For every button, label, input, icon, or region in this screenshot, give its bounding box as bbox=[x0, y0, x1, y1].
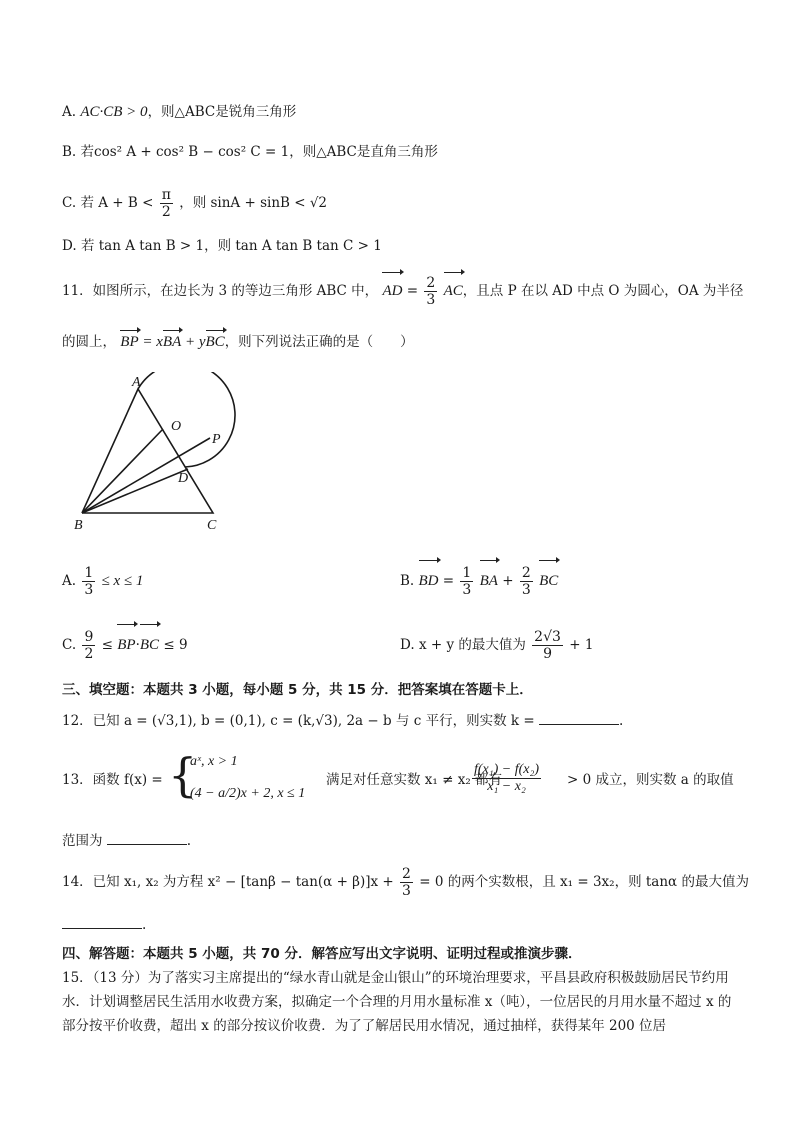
label-a: A bbox=[132, 375, 141, 390]
vector-bp: BP bbox=[117, 626, 135, 664]
denominator: x₁ − x₂ bbox=[487, 779, 526, 794]
option-a-text: ，则△ABC是锐角三角形 bbox=[147, 104, 297, 120]
fraction bbox=[460, 565, 473, 598]
q14-post: = 0 的两个实数根，且 x₁ = 3x₂，则 tanα 的最大值为 bbox=[419, 874, 749, 890]
vector-bc: BC bbox=[140, 626, 159, 664]
numerator: 2 bbox=[402, 866, 411, 882]
q15-text: 15．（13 分）为了落实习主席提出的“绿水青山就是金山银山”的环境治理要求，平昌县政府积极鼓励居民节约用水．计划调整居民生活用水收费方案，拟确定一个合理的月用水量标准 x（吨），一位居民的月用水量不超过 x 的部分按平价收费，超出 x 的部分按议价收费．为了了解居民用水情况，通过抽样，获得某年 200 位居 bbox=[62, 970, 732, 1034]
answer-blank bbox=[539, 710, 619, 725]
q11-stem-pre: 11．如图所示，在边长为 3 的等边三角形 ABC 中， bbox=[62, 283, 379, 299]
q12 bbox=[62, 710, 623, 731]
vector-bc: BC bbox=[205, 334, 225, 350]
q13-post: > 0 成立，则实数 a 的取值 bbox=[567, 772, 734, 788]
q12-text: 12．已知 a = (√3,1), b = (0,1), c = (k,√3), 2a − b 与 c 平行，则实数 k = bbox=[62, 713, 535, 729]
equals: = bbox=[402, 283, 423, 299]
q13-range-label: 范围为 bbox=[62, 833, 103, 849]
numerator: 1 bbox=[84, 565, 94, 581]
option-c-post: ，则 sinA + sinB < √2 bbox=[179, 195, 328, 211]
denominator: 3 bbox=[402, 883, 411, 899]
q11-option-b bbox=[400, 562, 558, 600]
numerator: 1 bbox=[462, 565, 472, 581]
answer-blank bbox=[107, 830, 187, 845]
option-d-text: 若 tan A tan B > 1，则 tan A tan B tan C > 1 bbox=[80, 238, 382, 254]
vector-bc: BC bbox=[539, 562, 558, 600]
q11-stem-line1 bbox=[62, 274, 743, 308]
option-label: B. bbox=[400, 573, 415, 589]
option-label: C. bbox=[62, 637, 77, 653]
option-label: B. bbox=[62, 144, 77, 160]
fraction bbox=[424, 275, 437, 308]
vector-bp: BP bbox=[120, 334, 139, 350]
fraction bbox=[532, 629, 563, 662]
option-a-post: ≤ x ≤ 1 bbox=[101, 573, 144, 589]
numerator: 2 bbox=[521, 565, 531, 581]
section-4-heading: 四、解答题：本题共 5 小题，共 70 分．解答应写出文字说明、证明过程或推演步骤． bbox=[62, 946, 582, 962]
option-b-text: 若cos² A + cos² B − cos² C = 1，则△ABC是直角三角形 bbox=[80, 144, 438, 160]
q10-option-b bbox=[62, 142, 438, 162]
q13-line2 bbox=[62, 830, 191, 851]
label-d: D bbox=[178, 471, 189, 486]
numerator: 9 bbox=[84, 629, 94, 645]
triangle-edges bbox=[82, 389, 213, 513]
denominator: 2 bbox=[161, 204, 171, 220]
denominator: 9 bbox=[543, 646, 552, 662]
segment-bo bbox=[82, 429, 163, 513]
q11-option-a bbox=[62, 562, 143, 600]
denominator: 2 bbox=[84, 646, 94, 662]
q13-mid: 满足对任意实数 x₁ ≠ x₂ 都有 bbox=[326, 772, 503, 788]
label-b: B bbox=[74, 518, 83, 532]
q14 bbox=[62, 864, 749, 900]
eq-x: = x bbox=[138, 334, 163, 350]
fraction bbox=[400, 866, 413, 899]
q10-option-c bbox=[62, 186, 327, 220]
q10-option-d bbox=[62, 236, 382, 256]
label-c: C bbox=[207, 518, 217, 532]
option-label: D. bbox=[62, 238, 77, 254]
vector-ac: AC bbox=[444, 274, 463, 308]
section-3-heading: 三、填空题：本题共 3 小题，每小题 5 分，共 15 分．把答案填在答题卡上． bbox=[62, 682, 533, 698]
denominator: 3 bbox=[521, 582, 531, 598]
option-a-math: AC·CB > 0 bbox=[80, 104, 148, 120]
period: . bbox=[186, 833, 192, 849]
vector-ba: BA bbox=[162, 334, 182, 350]
option-label: C. bbox=[62, 195, 77, 211]
numerator: 2√3 bbox=[534, 629, 561, 645]
q14-pre: 14．已知 x₁, x₂ 为方程 x² − [tanβ − tan(α + β)]x + bbox=[62, 874, 394, 890]
q14-answer-line bbox=[62, 914, 146, 935]
period: . bbox=[618, 713, 624, 729]
period: . bbox=[142, 917, 147, 933]
vector-ba: BA bbox=[480, 562, 498, 600]
fraction bbox=[82, 565, 95, 598]
option-label: A. bbox=[62, 573, 77, 589]
q11-stem-line2-post: ，则下列说法正确的是（ ） bbox=[224, 334, 414, 350]
vector-ad: AD bbox=[382, 274, 402, 308]
answer-blank bbox=[62, 914, 142, 929]
label-p: P bbox=[212, 432, 221, 447]
denominator: 3 bbox=[426, 292, 436, 308]
denominator: 3 bbox=[462, 582, 472, 598]
plus: + bbox=[497, 573, 518, 589]
q13-case-2: (4 − a/2)x + 2, x ≤ 1 bbox=[190, 786, 306, 801]
circle-arc bbox=[138, 372, 235, 467]
triangle-figure bbox=[60, 372, 260, 532]
option-d-post: + 1 bbox=[569, 637, 594, 653]
numerator: π bbox=[161, 187, 171, 203]
equals: = bbox=[438, 573, 459, 589]
q11-stem-line2 bbox=[62, 332, 414, 352]
plus-y: + y bbox=[181, 334, 206, 350]
q11-option-c bbox=[62, 626, 188, 664]
q11-stem-post: ，且点 P 在以 AD 中点 O 为圆心，OA 为半径 bbox=[462, 283, 744, 299]
option-d-pre: x + y 的最大值为 bbox=[418, 637, 526, 653]
option-c-post: ≤ 9 bbox=[159, 637, 188, 653]
option-label: A. bbox=[62, 104, 77, 120]
option-c-pre: 若 A + B < bbox=[80, 195, 154, 211]
q13-case-1: aˣ, x > 1 bbox=[190, 754, 238, 769]
q10-option-a bbox=[62, 102, 296, 122]
fraction bbox=[472, 762, 541, 795]
option-label: D. bbox=[400, 637, 415, 653]
dot: · bbox=[135, 637, 140, 653]
fraction bbox=[520, 565, 533, 598]
numerator: f(x₁) − f(x₂) bbox=[474, 762, 540, 777]
q13-fraction bbox=[470, 762, 543, 795]
q13-prefix: 13．函数 f(x) = bbox=[62, 772, 163, 788]
segment-bd bbox=[82, 469, 188, 513]
brace-icon: { bbox=[168, 748, 198, 802]
vector-bd: BD bbox=[419, 562, 439, 600]
leq: ≤ bbox=[101, 637, 118, 653]
q11-option-d bbox=[400, 626, 593, 664]
label-o: O bbox=[171, 419, 182, 434]
denominator: 3 bbox=[84, 582, 94, 598]
q11-stem-line2-pre: 的圆上， bbox=[62, 334, 116, 350]
fraction bbox=[82, 629, 95, 662]
fraction bbox=[160, 187, 173, 220]
numerator: 2 bbox=[426, 275, 436, 291]
